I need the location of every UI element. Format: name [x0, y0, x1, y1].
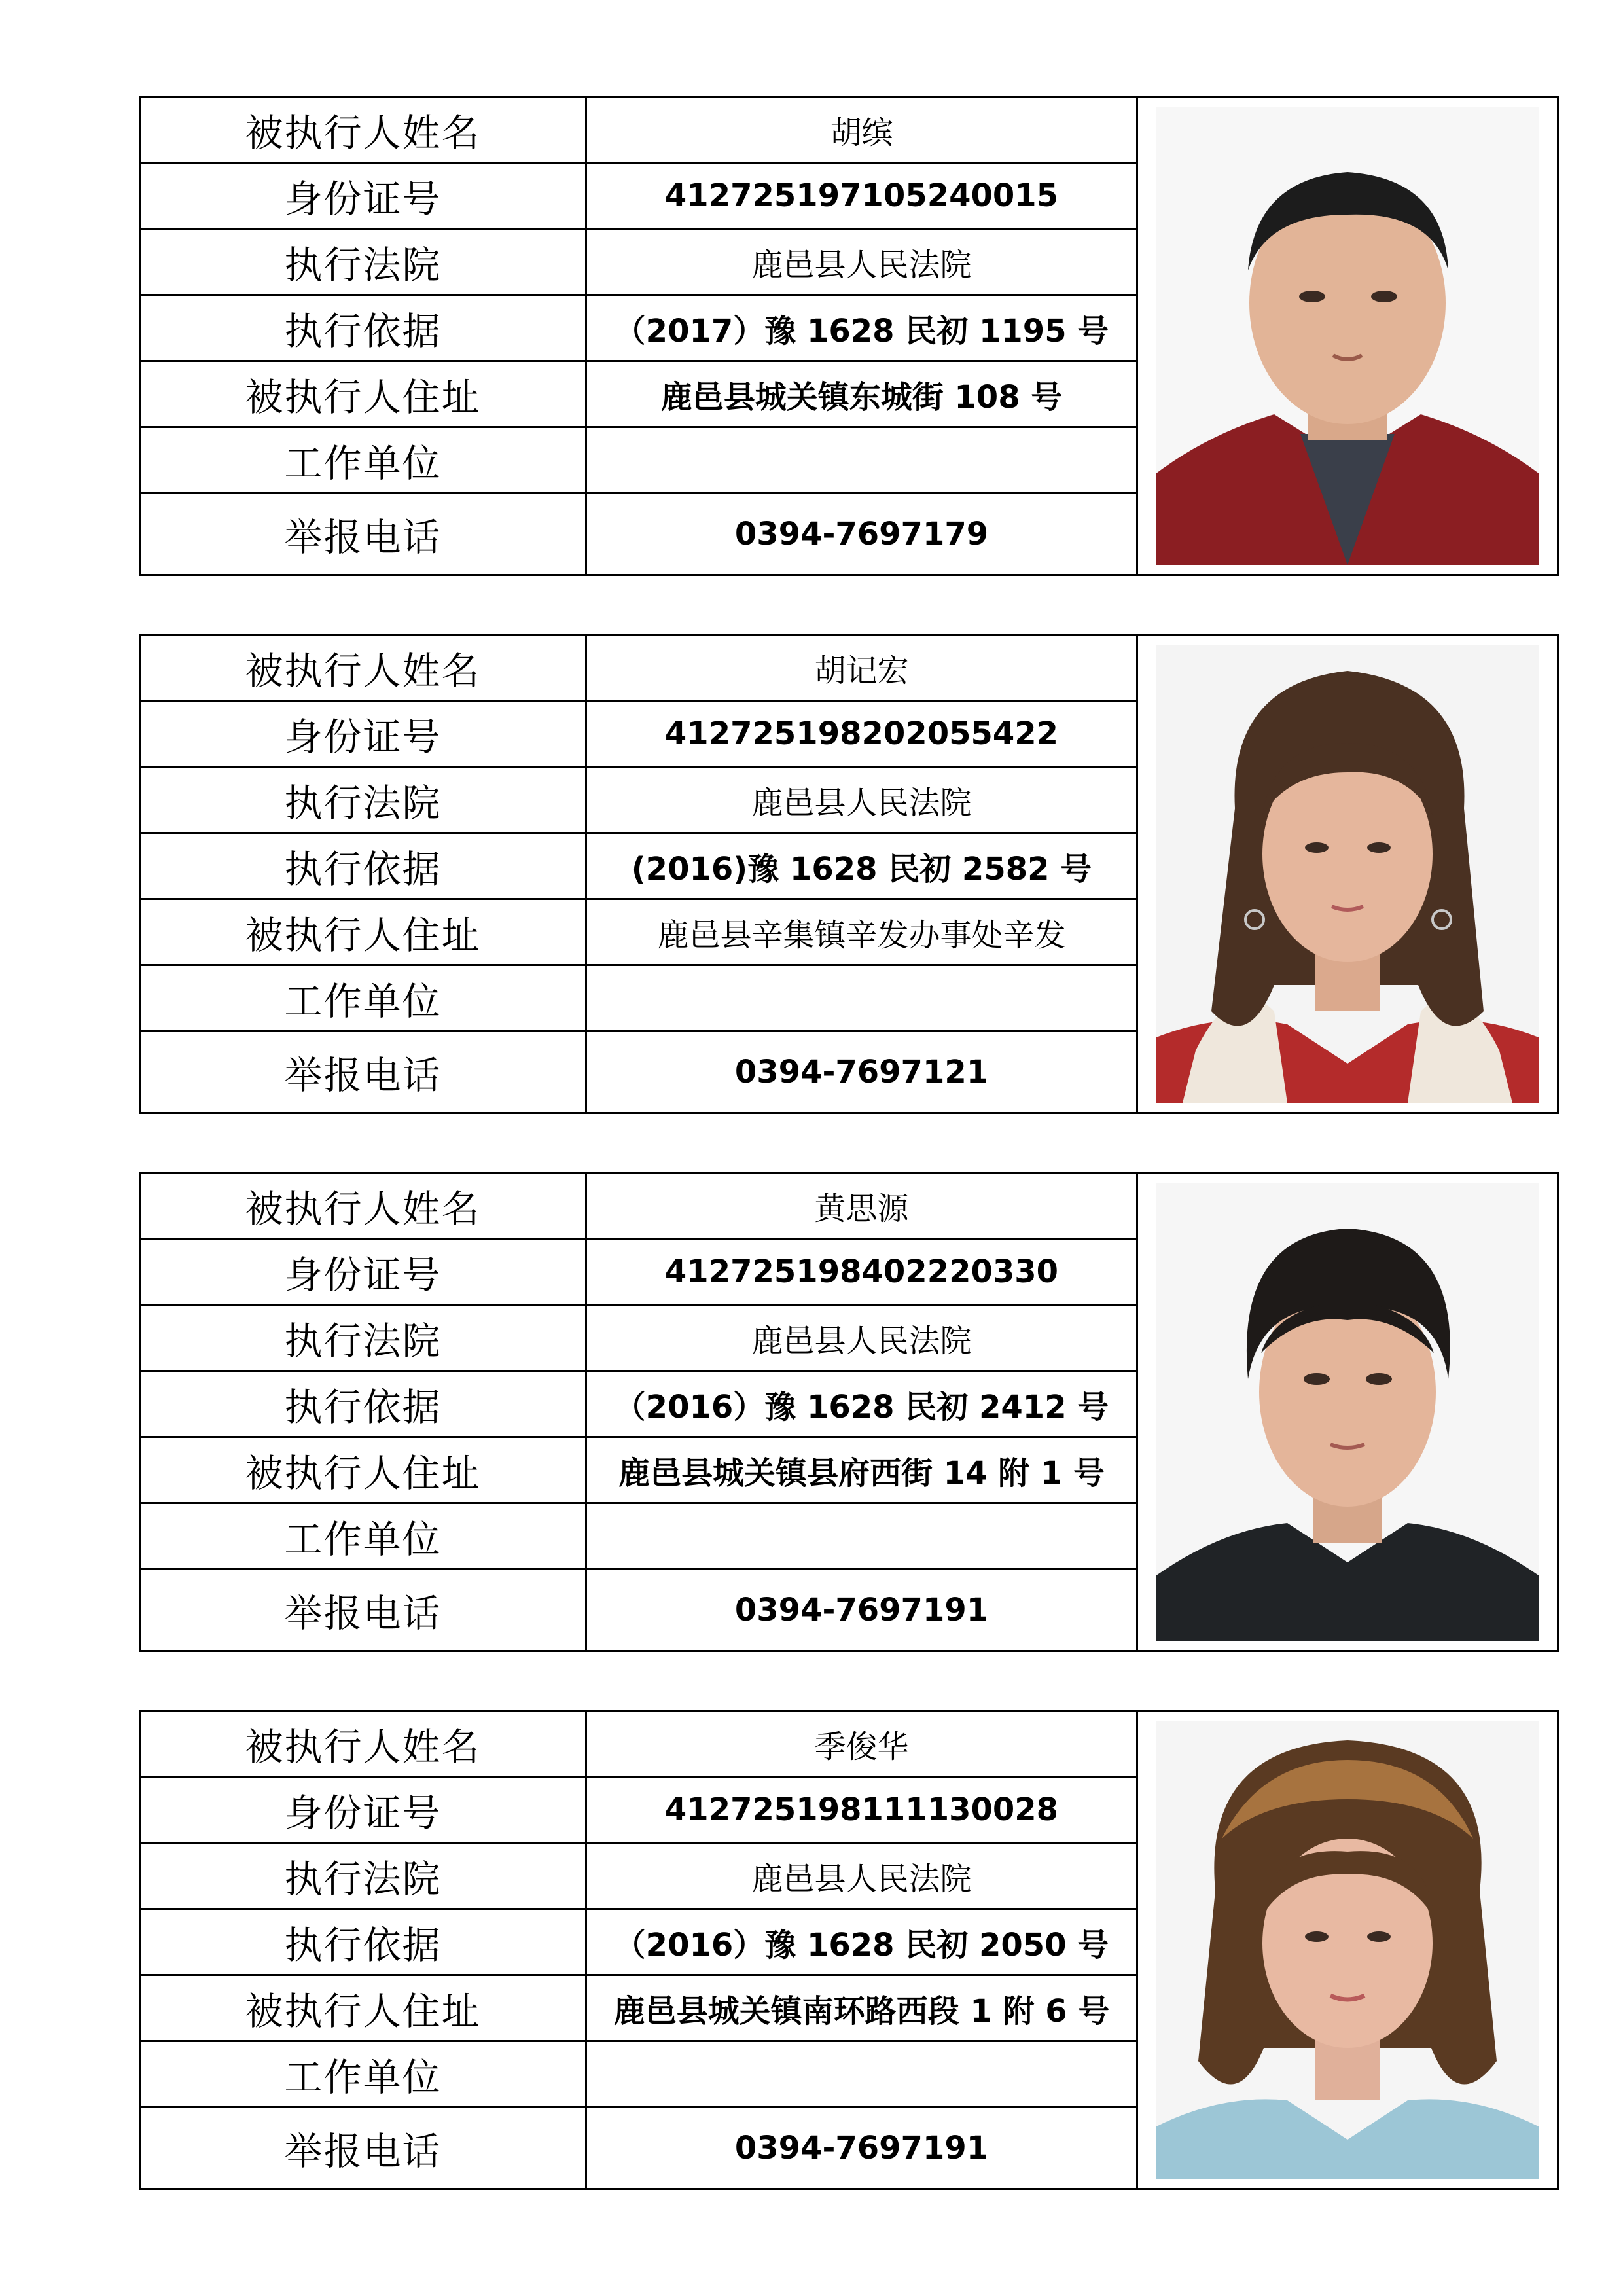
value-address: 鹿邑县城关镇南环路西段 1 附 6 号 — [587, 1976, 1138, 2040]
value-id: 412725197105240015 — [587, 164, 1138, 228]
value-address: 鹿邑县城关镇县府西街 14 附 1 号 — [587, 1438, 1138, 1502]
label-employer: 工作单位 — [141, 1504, 587, 1568]
row-employer — [141, 1504, 1138, 1570]
row-address — [141, 900, 1138, 966]
value-court: 鹿邑县人民法院 — [587, 1306, 1138, 1370]
value-basis: （2017）豫 1628 民初 1195 号 — [587, 296, 1138, 360]
label-phone: 举报电话 — [141, 1570, 587, 1650]
row-court — [141, 768, 1138, 834]
label-id: 身份证号 — [141, 1240, 587, 1304]
label-basis: 执行依据 — [141, 1910, 587, 1974]
label-phone: 举报电话 — [141, 2108, 587, 2188]
row-name — [141, 98, 1138, 164]
row-basis — [141, 1372, 1138, 1438]
value-court: 鹿邑县人民法院 — [587, 768, 1138, 832]
row-name — [141, 1712, 1138, 1778]
debtor-record — [139, 1710, 1559, 2190]
value-phone: 0394-7697191 — [587, 1570, 1138, 1650]
record-fields — [141, 1712, 1138, 2188]
value-name: 胡缤 — [587, 98, 1138, 162]
photo-cell — [1138, 636, 1557, 1112]
label-name: 被执行人姓名 — [141, 1174, 587, 1238]
row-court — [141, 230, 1138, 296]
value-employer — [587, 428, 1138, 492]
label-basis: 执行依据 — [141, 1372, 587, 1436]
record-fields — [141, 1174, 1138, 1650]
value-name: 黄思源 — [587, 1174, 1138, 1238]
label-court: 执行法院 — [141, 1844, 587, 1908]
photo-cell — [1138, 1712, 1557, 2188]
row-address — [141, 1438, 1138, 1504]
row-phone — [141, 1032, 1138, 1112]
label-id: 身份证号 — [141, 702, 587, 766]
value-name: 季俊华 — [587, 1712, 1138, 1776]
row-id — [141, 1778, 1138, 1844]
row-phone — [141, 494, 1138, 574]
portrait-photo — [1156, 1721, 1539, 2179]
row-name — [141, 1174, 1138, 1240]
value-employer — [587, 966, 1138, 1030]
row-employer — [141, 2042, 1138, 2108]
value-employer — [587, 2042, 1138, 2106]
row-id — [141, 702, 1138, 768]
label-phone: 举报电话 — [141, 494, 587, 574]
label-id: 身份证号 — [141, 164, 587, 228]
label-address: 被执行人住址 — [141, 362, 587, 426]
label-id: 身份证号 — [141, 1778, 587, 1842]
value-basis: (2016)豫 1628 民初 2582 号 — [587, 834, 1138, 898]
row-phone — [141, 1570, 1138, 1650]
portrait-photo — [1156, 107, 1539, 565]
value-address: 鹿邑县辛集镇辛发办事处辛发 — [587, 900, 1138, 964]
record-fields — [141, 98, 1138, 574]
label-employer: 工作单位 — [141, 2042, 587, 2106]
label-name: 被执行人姓名 — [141, 98, 587, 162]
row-phone — [141, 2108, 1138, 2188]
label-court: 执行法院 — [141, 1306, 587, 1370]
row-court — [141, 1844, 1138, 1910]
label-court: 执行法院 — [141, 230, 587, 294]
label-employer: 工作单位 — [141, 966, 587, 1030]
debtor-record — [139, 96, 1559, 576]
label-employer: 工作单位 — [141, 428, 587, 492]
row-basis — [141, 296, 1138, 362]
value-phone: 0394-7697179 — [587, 494, 1138, 574]
row-employer — [141, 966, 1138, 1032]
value-id: 412725198202055422 — [587, 702, 1138, 766]
value-id: 412725198402220330 — [587, 1240, 1138, 1304]
value-phone: 0394-7697121 — [587, 1032, 1138, 1112]
label-basis: 执行依据 — [141, 296, 587, 360]
value-phone: 0394-7697191 — [587, 2108, 1138, 2188]
row-address — [141, 1976, 1138, 2042]
row-basis — [141, 834, 1138, 900]
value-name: 胡记宏 — [587, 636, 1138, 700]
value-basis: （2016）豫 1628 民初 2412 号 — [587, 1372, 1138, 1436]
debtor-record — [139, 1172, 1559, 1652]
row-employer — [141, 428, 1138, 494]
label-name: 被执行人姓名 — [141, 1712, 587, 1776]
value-basis: （2016）豫 1628 民初 2050 号 — [587, 1910, 1138, 1974]
label-name: 被执行人姓名 — [141, 636, 587, 700]
label-address: 被执行人住址 — [141, 1976, 587, 2040]
row-id — [141, 1240, 1138, 1306]
row-address — [141, 362, 1138, 428]
record-fields — [141, 636, 1138, 1112]
row-basis — [141, 1910, 1138, 1976]
row-name — [141, 636, 1138, 702]
row-court — [141, 1306, 1138, 1372]
row-id — [141, 164, 1138, 230]
label-phone: 举报电话 — [141, 1032, 587, 1112]
label-address: 被执行人住址 — [141, 900, 587, 964]
value-id: 412725198111130028 — [587, 1778, 1138, 1842]
debtor-record — [139, 634, 1559, 1114]
value-address: 鹿邑县城关镇东城街 108 号 — [587, 362, 1138, 426]
label-basis: 执行依据 — [141, 834, 587, 898]
label-court: 执行法院 — [141, 768, 587, 832]
photo-cell — [1138, 1174, 1557, 1650]
portrait-photo — [1156, 645, 1539, 1103]
value-employer — [587, 1504, 1138, 1568]
label-address: 被执行人住址 — [141, 1438, 587, 1502]
value-court: 鹿邑县人民法院 — [587, 1844, 1138, 1908]
value-court: 鹿邑县人民法院 — [587, 230, 1138, 294]
portrait-photo — [1156, 1183, 1539, 1641]
photo-cell — [1138, 98, 1557, 574]
